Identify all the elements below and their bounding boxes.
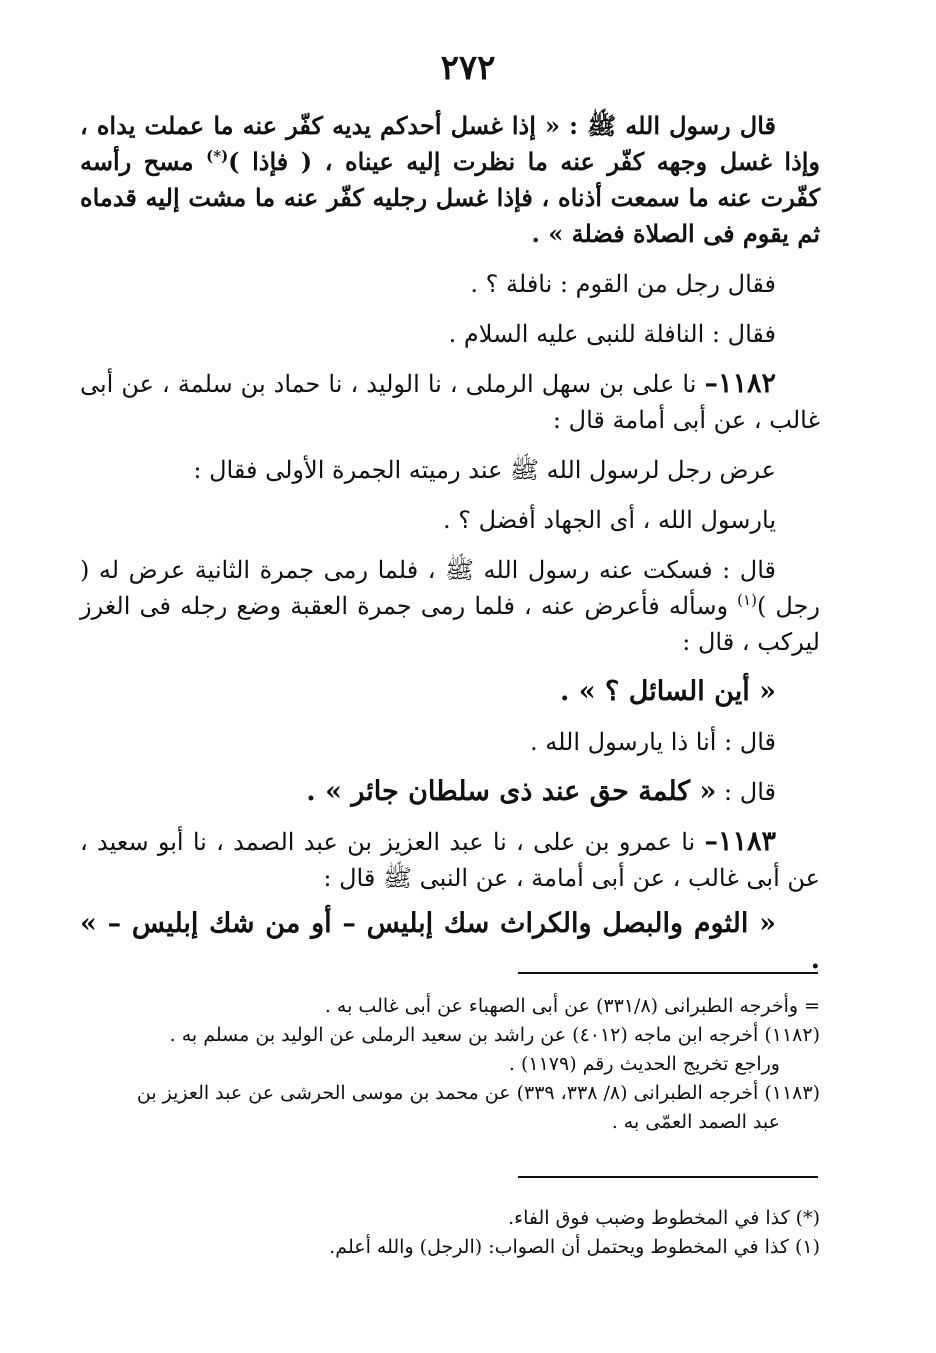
editor-notes — [76, 1204, 820, 1262]
prophet-quote: « كلمة حق عند ذى سلطان جائر » . — [306, 776, 717, 807]
prophet-quote: « أين السائل ؟ » . — [559, 676, 776, 707]
hadith-1182-line: قال : أنا ذا يارسول الله . — [529, 728, 776, 756]
isnad-text-1182: نا على بن سهل الرملى ، نا الوليد ، نا حماد بن سلمة ، عن أبى غالب ، عن أبى أمامة قال : — [80, 370, 820, 434]
hadith-text-part1: قال رسول الله ﷺ : « إذا غسل أحدكم يديه كفّر عنه ما عملت يداه ، وإذا غسل وجهه كفّر عنه ما نظرت إليه عيناه ، ( فإذا ) — [80, 111, 821, 176]
footnote-divider — [518, 972, 818, 974]
hadith-number-1183: ١١٨٣– — [704, 826, 776, 857]
hadith-1182-line: عرض رجل لرسول الله ﷺ عند رميته الجمرة الأولى فقال : — [193, 456, 776, 484]
prophet-quote: « الثوم والبصل والكراث سك إبليس – أو من شك إبليس – » . — [80, 908, 820, 975]
line-part: وسأله فأعرض عنه ، فلما رمى جمرة العقبة وضع رجله فى الغرز ليركب ، قال : — [80, 592, 820, 656]
footnote-line: وراجع تخريج الحديث رقم (١١٧٩) . — [508, 1053, 780, 1075]
line-part: قال : — [716, 778, 776, 806]
isnad-text-1183: نا عمرو بن على ، نا عبد العزيز بن عبد الصمد ، نا أبو سعيد ، عن أبى غالب ، عن أبى أمامة ، عن النبى ﷺ قال : — [80, 828, 820, 892]
editor-notes-divider — [518, 1176, 818, 1178]
question-line: فقال رجل من القوم : نافلة ؟ . — [470, 270, 776, 298]
answer-line: فقال : النافلة للنبى عليه السلام . — [448, 320, 776, 348]
hadith-text-paragraph — [80, 108, 820, 252]
footnotes — [76, 992, 820, 1137]
page-number: ٢٧٢ — [440, 48, 496, 88]
line-part: قال : فسكت عنه رسول الله ﷺ ، فلما رمى جمرة الثانية عرض له ( رجل ) — [80, 556, 821, 620]
footnote-line: (١١٨٣) أخرجه الطبرانى (٨/ ٣٣٨، ٣٣٩) عن محمد بن موسى الحرشى عن عبد العزيز بن — [136, 1082, 820, 1104]
footnote-marker-1: (١) — [737, 591, 757, 609]
hadith-number-1182: ١١٨٢– — [704, 368, 776, 399]
footnote-line: عبد الصمد العمّى به . — [611, 1111, 780, 1133]
footnote-line: (١١٨٢) أخرجه ابن ماجه (٤٠١٢) عن راشد بن سعيد الرملى عن الوليد بن مسلم به . — [169, 1024, 820, 1046]
hadith-1182-line — [80, 552, 820, 660]
editor-note-marker: (*) — [206, 147, 229, 165]
hadith-1182-line: يارسول الله ، أى الجهاد أفضل ؟ . — [443, 506, 776, 534]
hadith-1183-isnad — [80, 824, 820, 896]
footnote-line: = وأخرجه الطبرانى (٣٣١/٨) عن أبى الصهباء عن أبى غالب به . — [324, 995, 820, 1017]
hadith-text-part2: مسح رأسه كفّرت عنه ما سمعت أذناه ، فإذا غسل رجليه كفّر عنه ما مشت إليه قدماه ثم يقوم فى الصلاة فضلة » . — [80, 147, 820, 248]
hadith-1182-isnad — [80, 366, 820, 438]
editor-note-line: (*) كذا في المخطوط وضبب فوق الفاء. — [508, 1207, 820, 1229]
editor-note-line: (١) كذا في المخطوط ويحتمل أن الصواب: (الرجل) والله أعلم. — [329, 1236, 820, 1258]
hadith-1182-line — [80, 774, 820, 810]
main-text — [80, 108, 820, 992]
